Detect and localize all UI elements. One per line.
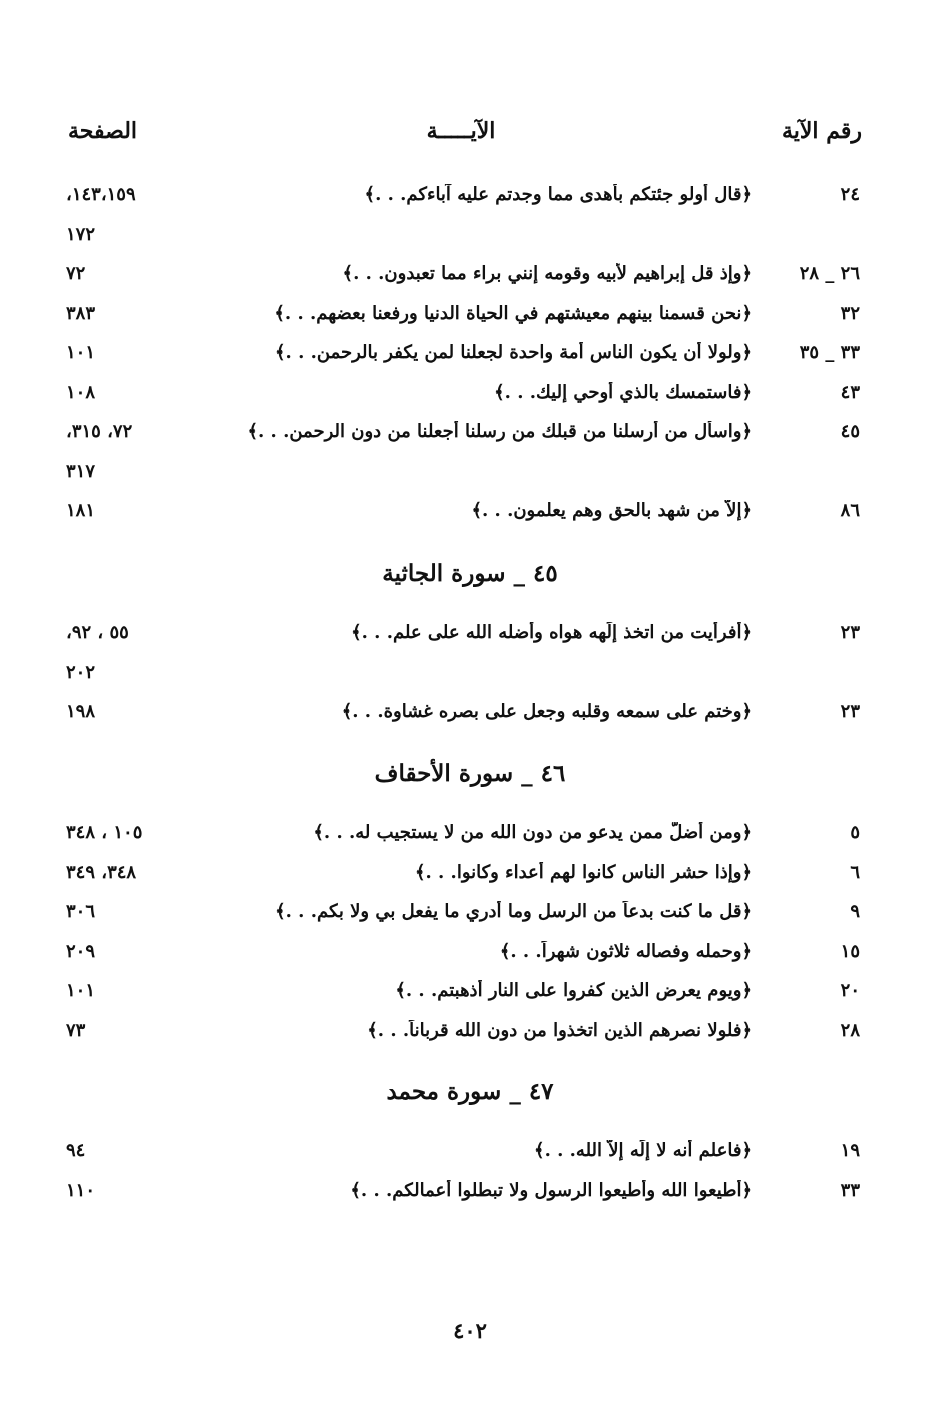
ayah-number: ٢٠ bbox=[840, 980, 860, 1001]
ayah-number: ٢٣ bbox=[840, 622, 860, 643]
page-ref: ١٧٢ bbox=[66, 223, 96, 245]
ayah-number: ٢٨ bbox=[840, 1019, 860, 1041]
index-row bbox=[0, 974, 940, 1014]
index-row bbox=[0, 695, 940, 735]
index-row bbox=[0, 895, 940, 935]
ayah-text: ﴿وحمله وفصاله ثلاثون شهراً. . .﴾ bbox=[499, 940, 752, 962]
page-ref: ٩٤ bbox=[66, 1140, 86, 1161]
header-ayah-number: رقم الآية bbox=[781, 118, 862, 144]
ayah-text: ﴿نحن قسمنا بينهم معيشتهم في الحياة الدنيا ورفعنا بعضهم. . .﴾ bbox=[274, 302, 752, 324]
surah-45-block bbox=[0, 616, 940, 735]
page-ref: ٣١٧ bbox=[66, 460, 96, 482]
page-ref: ١٤٣،١٥٩، bbox=[66, 184, 136, 205]
ayah-number: ١٥ bbox=[840, 940, 860, 962]
surah-46-title: ٤٦ _ سورة الأحقاف bbox=[374, 760, 566, 787]
index-row bbox=[0, 218, 940, 258]
ayah-text: ﴿أطيعوا الله وأطيعوا الرسول ولا تبطلوا أعمالكم. . .﴾ bbox=[350, 1179, 752, 1201]
index-row bbox=[0, 415, 940, 455]
page-ref: ٣٤٨، ٣٤٩ bbox=[66, 861, 137, 883]
index-row bbox=[0, 494, 940, 534]
surah-47-title: ٤٧ _ سورة محمد bbox=[386, 1078, 554, 1105]
index-block-1 bbox=[0, 178, 940, 534]
index-row bbox=[0, 376, 940, 416]
page-ref: ٣٨٣ bbox=[66, 302, 96, 324]
ayah-number: ٥ bbox=[850, 822, 860, 843]
index-row bbox=[0, 1014, 940, 1054]
index-row bbox=[0, 336, 940, 376]
ayah-text: ﴿إلاّ من شهد بالحق وهم يعلمون. . .﴾ bbox=[471, 500, 752, 521]
index-row bbox=[0, 178, 940, 218]
page-ref: ٣٠٦ bbox=[66, 901, 96, 922]
ayah-text: ﴿فاعلم أنه لا إلَه إلاّ الله. . .﴾ bbox=[534, 1140, 752, 1161]
ayah-text: ﴿فلولا نصرهم الذين اتخذوا من دون الله قرباناً. . .﴾ bbox=[367, 1019, 752, 1041]
index-row bbox=[0, 656, 940, 696]
surah-45-title: ٤٥ _ سورة الجاثية bbox=[382, 560, 558, 587]
index-row bbox=[0, 856, 940, 896]
page-ref: ١٠١ bbox=[66, 980, 96, 1001]
page-ref: ١٠٨ bbox=[66, 381, 96, 403]
page-ref: ١٠١ bbox=[66, 342, 96, 363]
page-ref: ٧٣ bbox=[66, 1019, 86, 1041]
index-row bbox=[0, 616, 940, 656]
ayah-text: ﴿أفرأيت من اتخذ إلَهه هواه وأضله الله على علم. . .﴾ bbox=[351, 622, 752, 643]
ayah-text: ﴿قال أولو جئتكم بأهدى مما وجدتم عليه آباءكم. . .﴾ bbox=[364, 184, 752, 205]
ayah-number: ١٩ bbox=[840, 1140, 860, 1161]
ayah-number: ٤٣ bbox=[840, 381, 860, 403]
header-page: الصفحة bbox=[68, 118, 138, 144]
index-row bbox=[0, 297, 940, 337]
ayah-text: ﴿ويوم يعرض الذين كفروا على النار أذهبتم. . .﴾ bbox=[395, 980, 752, 1001]
ayah-text: ﴿واسأل من أرسلنا من قبلك من رسلنا أجعلنا من دون الرحمن. . .﴾ bbox=[247, 421, 752, 442]
ayah-text: ﴿وختم على سمعه وقلبه وجعل على بصره غشاوة. . .﴾ bbox=[341, 701, 752, 722]
index-row bbox=[0, 816, 940, 856]
ayah-text: ﴿ولولا أن يكون الناس أمة واحدة لجعلنا لمن يكفر بالرحمن. . .﴾ bbox=[274, 342, 752, 363]
index-row bbox=[0, 1134, 940, 1174]
index-row bbox=[0, 455, 940, 495]
index-row bbox=[0, 257, 940, 297]
page-ref: ١٠٥ ، ٣٤٨ bbox=[66, 822, 143, 843]
ayah-text: ﴿فاستمسك بالذي أوحي إليك. . .﴾ bbox=[494, 381, 752, 403]
ayah-number: ٣٣ _ ٣٥ bbox=[799, 342, 860, 363]
ayah-number: ٢٦ _ ٢٨ bbox=[799, 263, 860, 284]
surah-47-block bbox=[0, 1134, 940, 1213]
page-ref: ٥٥ ، ٩٢، bbox=[66, 622, 129, 643]
ayah-number: ٣٢ bbox=[840, 302, 860, 324]
ayah-number: ٨٦ bbox=[840, 500, 860, 521]
ayah-number: ٣٣ bbox=[840, 1179, 860, 1201]
ayah-text: ﴿وإذ قل إبراهيم لأبيه وقومه إنني براء مما تعبدون. . .﴾ bbox=[342, 263, 752, 284]
ayah-number: ٢٣ bbox=[840, 701, 860, 722]
page-ref: ٢٠٢ bbox=[66, 661, 96, 683]
page-ref: ١٨١ bbox=[66, 500, 96, 521]
ayah-number: ٦ bbox=[850, 861, 860, 883]
table-header bbox=[60, 118, 862, 158]
surah-46-block bbox=[0, 816, 940, 1053]
ayah-text: ﴿قل ما كنت بدعاً من الرسل وما أدري ما يفعل بي ولا بكم. . .﴾ bbox=[275, 901, 752, 922]
page-ref: ١١٠ bbox=[66, 1179, 96, 1201]
page-ref: ١٩٨ bbox=[66, 701, 96, 722]
header-ayah: الآيـــــة bbox=[426, 118, 496, 144]
page-ref: ٢٠٩ bbox=[66, 940, 96, 962]
ayah-number: ٩ bbox=[850, 901, 860, 922]
ayah-number: ٤٥ bbox=[840, 421, 860, 442]
index-row bbox=[0, 1174, 940, 1214]
page-number: ٤٠٢ bbox=[453, 1318, 487, 1343]
ayah-text: ﴿وإذا حشر الناس كانوا لهم أعداء وكانوا. . .﴾ bbox=[414, 861, 752, 883]
ayah-text: ﴿ومن أضلّ ممن يدعو من دون الله من لا يستجيب له. . .﴾ bbox=[313, 822, 752, 843]
page-ref: ٧٢ bbox=[66, 263, 86, 284]
page-ref: ٧٢، ٣١٥، bbox=[66, 421, 133, 442]
ayah-number: ٢٤ bbox=[840, 184, 860, 205]
index-row bbox=[0, 935, 940, 975]
